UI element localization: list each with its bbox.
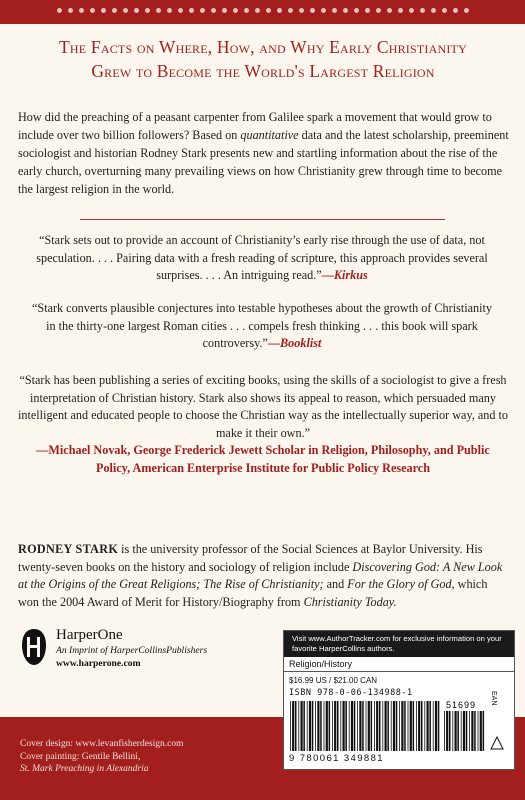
barcode-bar bbox=[469, 711, 470, 751]
border-dot bbox=[200, 8, 205, 13]
book-category: Religion/History bbox=[284, 657, 514, 672]
credit-design: Cover design: www.levanfisherdesign.com bbox=[20, 739, 184, 749]
barcode-bar bbox=[429, 701, 431, 751]
barcode-bar bbox=[359, 701, 361, 751]
barcode-bar bbox=[340, 701, 341, 751]
barcode-bar bbox=[295, 701, 297, 751]
barcode-bar bbox=[307, 701, 308, 751]
barcode-bar bbox=[401, 701, 403, 751]
bio-text-1: is the university professor of the Social Sciences at Baylor University. His twenty-seven books on the history and sociology of religion include bbox=[18, 542, 483, 574]
border-dot bbox=[79, 8, 84, 13]
credit-painting: Cover painting: Gentile Bellini, bbox=[20, 751, 141, 762]
decorative-dot-border bbox=[0, 6, 525, 16]
border-dot bbox=[398, 8, 403, 13]
review-quote-booklist bbox=[28, 300, 496, 353]
barcode-bar bbox=[379, 701, 381, 751]
bio-text-2: and bbox=[323, 577, 348, 591]
bio-magazine: Christianity Today. bbox=[303, 594, 397, 609]
border-dot bbox=[365, 8, 370, 13]
barcode-bar bbox=[466, 711, 468, 751]
barcode-bar bbox=[354, 701, 356, 751]
border-dot bbox=[409, 8, 414, 13]
barcode-bar bbox=[368, 701, 370, 751]
barcode-bar bbox=[337, 701, 339, 751]
quote-text: “Stark converts plausible conjectures into testable hypotheses about the growth of Christianity in the thirty-one largest Roman cities . . . compels fresh thinking . . . this book will spark controversy.” bbox=[32, 301, 492, 350]
triangle-icon bbox=[490, 736, 504, 750]
barcode-bar bbox=[483, 711, 485, 751]
barcode-bar bbox=[474, 711, 476, 751]
barcode-bar bbox=[315, 701, 316, 751]
border-dot bbox=[277, 8, 282, 13]
barcode-bar bbox=[446, 711, 448, 751]
harperone-logo-icon bbox=[20, 627, 48, 667]
barcode-bar bbox=[396, 701, 398, 751]
barcode-bar bbox=[421, 701, 423, 751]
ean-barcode bbox=[290, 701, 440, 751]
barcode-panel bbox=[283, 630, 515, 770]
barcode-bar bbox=[366, 701, 367, 751]
bio-book-1: Discovering God: A New Look at the Origins of the Great Religions; The Rise of Christianity; bbox=[18, 559, 503, 591]
border-dot bbox=[431, 8, 436, 13]
border-dot bbox=[90, 8, 95, 13]
quote-source-name: —Michael Novak, bbox=[36, 443, 131, 457]
barcode-bar bbox=[410, 701, 412, 751]
intro-text-1: How did the preaching of a peasant carpenter from Galilee spark a movement that would grow to include over two billion followers? Based on bbox=[18, 110, 492, 142]
quote-text: “Stark sets out to provide an account of Christianity’s early rise through the use of data, not speculation. . . . Pairing data with a fresh reading of scripture, this approach provides several surprises. . . . An intriguing read.” bbox=[36, 233, 488, 282]
publisher-logo-block bbox=[20, 627, 260, 672]
ean-label: EAN bbox=[490, 691, 497, 706]
cover-credits bbox=[20, 738, 280, 776]
barcode-bar bbox=[303, 701, 305, 751]
isbn-label: ISBN 978-0-06-134988-1 bbox=[289, 688, 413, 698]
barcode-bar bbox=[449, 711, 451, 751]
publisher-url: www.harperone.com bbox=[56, 658, 141, 669]
barcode-bar bbox=[374, 701, 375, 751]
author-bio bbox=[18, 541, 510, 611]
barcode-bar bbox=[292, 701, 294, 751]
quote-source: —Kirkus bbox=[321, 268, 368, 282]
border-dot bbox=[101, 8, 106, 13]
publisher-imprint bbox=[56, 645, 207, 656]
border-dot bbox=[453, 8, 458, 13]
barcode-bar bbox=[382, 701, 383, 751]
barcode-bar bbox=[418, 701, 420, 751]
barcode-bar bbox=[298, 701, 299, 751]
barcode-bar bbox=[435, 701, 437, 751]
intro-paragraph bbox=[18, 108, 510, 198]
border-dot bbox=[288, 8, 293, 13]
review-quote-kirkus bbox=[28, 232, 496, 285]
barcode-bar bbox=[404, 701, 406, 751]
border-dot bbox=[299, 8, 304, 13]
barcode-bar bbox=[309, 701, 311, 751]
barcode-bar bbox=[349, 701, 350, 751]
barcode-bar bbox=[345, 701, 347, 751]
barcode-bar bbox=[332, 701, 333, 751]
intro-text-2: data and the latest scholarship, preeminent sociologist and historian Rodney Stark presents new and startling information about the rise of the early church, overturning many prevailing views on how Christianity grew through time to become the largest religion in the world. bbox=[18, 128, 509, 196]
border-dot bbox=[222, 8, 227, 13]
barcode-bar bbox=[312, 701, 314, 751]
border-dot bbox=[442, 8, 447, 13]
border-dot bbox=[420, 8, 425, 13]
barcode-bar bbox=[416, 701, 417, 751]
credit-painting-title: St. Mark Preaching in Alexandria bbox=[20, 764, 149, 774]
barcode-bar bbox=[387, 701, 389, 751]
ean-digits: 9 780061 349881 bbox=[289, 753, 384, 764]
barcode-bar bbox=[334, 701, 336, 751]
barcode-bar bbox=[329, 701, 331, 751]
border-dot bbox=[178, 8, 183, 13]
border-dot bbox=[211, 8, 216, 13]
headline-line-2: Grew to Become the World's Largest Religion bbox=[91, 61, 435, 81]
barcode-bar bbox=[461, 711, 462, 751]
barcode-bar bbox=[408, 701, 409, 751]
barcode-bar bbox=[391, 701, 392, 751]
barcode-bar bbox=[463, 711, 465, 751]
barcode-bar bbox=[433, 701, 434, 751]
border-dot bbox=[112, 8, 117, 13]
border-dot bbox=[464, 8, 469, 13]
barcode-bar bbox=[371, 701, 373, 751]
barcode-bar bbox=[427, 701, 429, 751]
barcode-bar bbox=[471, 711, 473, 751]
barcode-bar bbox=[317, 701, 319, 751]
barcode-bar bbox=[438, 701, 440, 751]
barcode-bar bbox=[301, 701, 303, 751]
bio-book-2: For the Glory of God, bbox=[347, 577, 455, 591]
quote-source: —Booklist bbox=[267, 336, 322, 350]
publisher-name: HarperOne bbox=[56, 627, 123, 643]
border-dot bbox=[68, 8, 73, 13]
border-dot bbox=[354, 8, 359, 13]
quote-text: “Stark has been publishing a series of exciting books, using the skills of a sociologist to give a fresh interpretation of Christian history. Stark also shows its appeal to reason, which persuaded many intelligent and educated people to choose the Christian way as the intellectually superior way, and to make it their own.” bbox=[18, 373, 508, 440]
border-dot bbox=[321, 8, 326, 13]
barcode-bar bbox=[351, 701, 353, 751]
divider-rule bbox=[80, 219, 445, 220]
barcode-bar bbox=[452, 711, 453, 751]
intro-emphasis: quantitative bbox=[240, 128, 299, 142]
headline bbox=[18, 35, 508, 83]
border-dot bbox=[266, 8, 271, 13]
barcode-bar bbox=[385, 701, 387, 751]
addon-barcode bbox=[444, 711, 486, 751]
barcode-bar bbox=[290, 701, 291, 751]
barcode-bar bbox=[478, 711, 479, 751]
barcode-bar bbox=[444, 711, 445, 751]
border-dot bbox=[376, 8, 381, 13]
border-dot bbox=[156, 8, 161, 13]
border-dot bbox=[57, 8, 62, 13]
author-name: RODNEY STARK bbox=[18, 542, 119, 556]
barcode-bar bbox=[320, 701, 322, 751]
barcode-bar bbox=[424, 701, 425, 751]
border-dot bbox=[134, 8, 139, 13]
border-dot bbox=[310, 8, 315, 13]
border-dot bbox=[343, 8, 348, 13]
border-dot bbox=[189, 8, 194, 13]
imprint-prefix: An Imprint of bbox=[56, 645, 111, 656]
barcode-bar bbox=[376, 701, 378, 751]
review-quote-novak bbox=[18, 372, 508, 477]
barcode-bar bbox=[357, 701, 358, 751]
author-tracker-notice: Visit www.AuthorTracker.com for exclusive information on your favorite HarperCollins authors. bbox=[284, 631, 514, 657]
border-dot bbox=[255, 8, 260, 13]
imprint-name: HarperCollinsPublishers bbox=[110, 645, 208, 656]
barcode-bar bbox=[324, 701, 325, 751]
quote-source-detail: George Frederick Jewett Scholar in Religion, Philosophy, and Public Policy, American Enterprise Institute for Public Policy Research bbox=[96, 443, 490, 475]
barcode-bar bbox=[393, 701, 395, 751]
border-dot bbox=[123, 8, 128, 13]
barcode-bar bbox=[343, 701, 345, 751]
barcode-bar bbox=[455, 711, 457, 751]
border-dot bbox=[145, 8, 150, 13]
barcode-bar bbox=[480, 711, 482, 751]
border-dot bbox=[233, 8, 238, 13]
bio-text-3: which won the 2004 Award of Merit for History/Biography from bbox=[18, 577, 488, 609]
barcode-bar bbox=[399, 701, 400, 751]
headline-line-1: The Facts on Where, How, and Why Early Christianity bbox=[59, 37, 467, 57]
addon-digits: 51699 bbox=[446, 700, 477, 710]
border-dot bbox=[332, 8, 337, 13]
barcode-bar bbox=[413, 701, 415, 751]
barcode-bar bbox=[326, 701, 328, 751]
border-dot bbox=[167, 8, 172, 13]
barcode-bar bbox=[457, 711, 459, 751]
border-dot bbox=[387, 8, 392, 13]
border-dot bbox=[244, 8, 249, 13]
barcode-bar bbox=[362, 701, 364, 751]
price-label: $16.99 US / $21.00 CAN bbox=[289, 676, 378, 685]
